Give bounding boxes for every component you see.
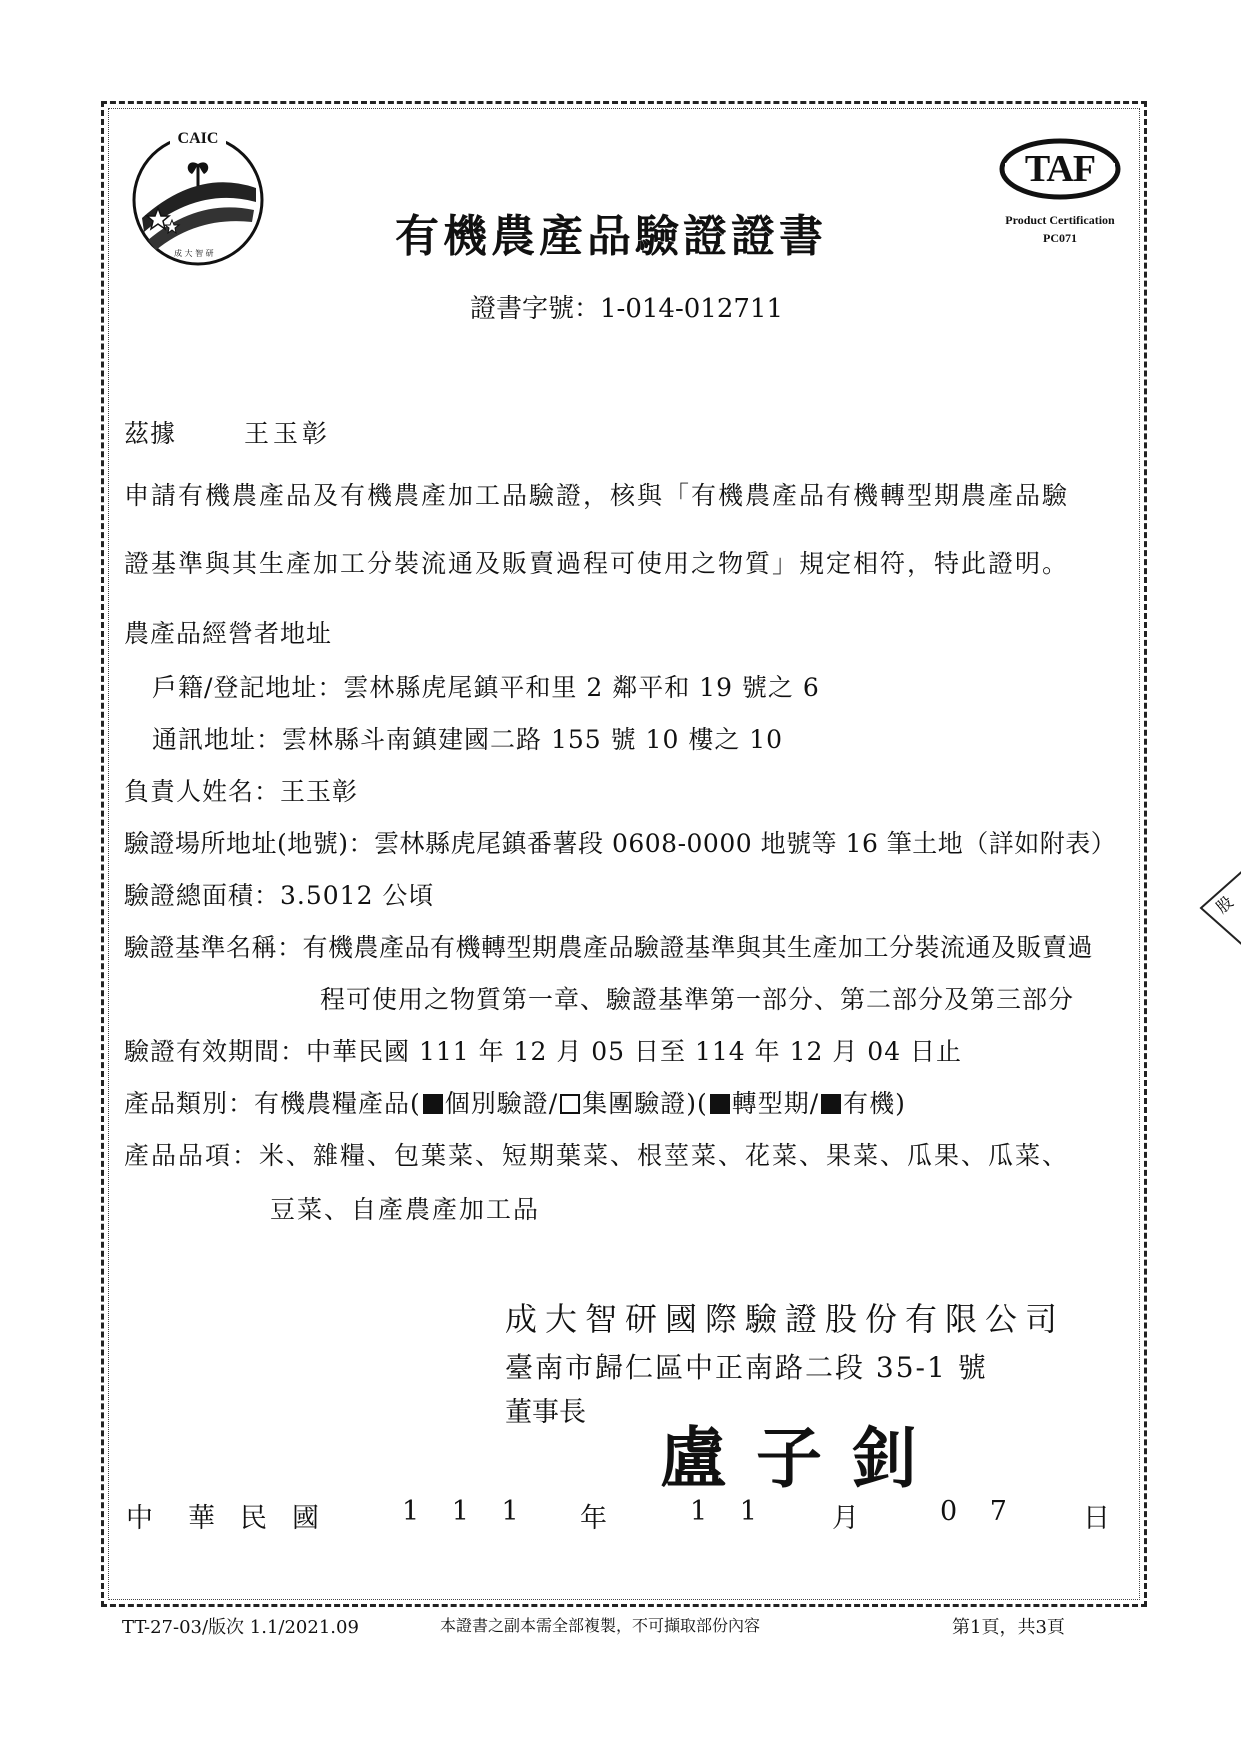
product-items-line-2: 豆菜、自產農產加工品	[270, 1195, 541, 1224]
certificate-number: 證書字號：1-014-012711	[470, 294, 783, 324]
copy-notice: 本證書之副本需全部複製，不可擷取部份內容	[440, 1616, 761, 1635]
standard-name-line-1: 驗證基準名稱：有機農產品有機轉型期農產品驗證基準與其生產加工分裝流通及販賣過	[124, 933, 1094, 962]
based-on-label: 茲據	[124, 419, 177, 448]
partial-stamp-icon	[1196, 868, 1241, 948]
issuer-role: 董事長	[505, 1397, 586, 1428]
page-title: 有機農產品驗證證書	[395, 211, 827, 262]
issuer-company: 成大智研國際驗證股份有限公司	[505, 1300, 1066, 1338]
checked-box-icon	[710, 1094, 730, 1114]
issuer-address: 臺南市歸仁區中正南路二段 35-1 號	[505, 1351, 988, 1384]
date-char-4: 國	[292, 1503, 319, 1534]
caic-seal-icon	[128, 128, 268, 268]
date-char-2: 華	[188, 1503, 215, 1534]
site-address: 驗證場所地址(地號)：雲林縣虎尾鎮番薯段 0608-0000 地號等 16 筆土地（詳如附表）	[124, 829, 1117, 858]
svg-text:股: 股	[1212, 892, 1237, 918]
category-individual: 個別驗證/	[444, 1089, 559, 1118]
applicant-name: 王玉彰	[244, 419, 332, 448]
checked-box-icon	[423, 1094, 443, 1114]
taf-product-certification: Product Certification	[1005, 213, 1115, 227]
household-address: 戶籍/登記地址：雲林縣虎尾鎮平和里 2 鄰平和 19 號之 6	[152, 673, 820, 702]
caic-seal-logo	[128, 128, 268, 268]
validity-period: 驗證有效期間：中華民國 111 年 12 月 05 日至 114 年 12 月 04 日止	[124, 1037, 963, 1066]
caic-logo-text: CAIC	[170, 130, 226, 148]
unchecked-box-icon	[560, 1094, 580, 1114]
product-items-line-1: 產品品項：米、雜糧、包葉菜、短期葉菜、根莖菜、花菜、果菜、瓜果、瓜菜、	[124, 1141, 1070, 1170]
responsible-person: 負責人姓名：王玉彰	[124, 777, 359, 806]
category-prefix: 產品類別：有機農糧產品(	[124, 1089, 421, 1118]
statement-line-2: 證基準與其生產加工分裝流通及販賣過程可使用之物質」規定相符，特此證明。	[124, 549, 1070, 578]
caic-logo-subtext: 成 大 智 研	[174, 249, 214, 258]
taf-logo	[985, 135, 1135, 255]
signature: 盧子釗	[660, 1419, 948, 1497]
date-year: 1 1 1	[402, 1496, 531, 1527]
date-day-unit: 日	[1083, 1503, 1110, 1534]
checked-box-icon	[821, 1094, 841, 1114]
statement-line-1: 申請有機農產品及有機農產加工品驗證，核與「有機農產品有機轉型期農產品驗	[124, 481, 1070, 510]
category-organic: 有機)	[843, 1089, 906, 1118]
form-number: TT-27-03/版次 1.1/2021.09	[122, 1617, 359, 1638]
date-month-unit: 月	[832, 1503, 859, 1534]
date-year-unit: 年	[580, 1503, 607, 1534]
operator-address-heading: 農產品經營者地址	[124, 619, 333, 648]
product-category	[124, 1084, 906, 1120]
date-month: 1 1	[690, 1496, 769, 1527]
date-char-3: 民	[240, 1503, 267, 1534]
total-area: 驗證總面積：3.5012 公頃	[124, 881, 435, 910]
standard-name-line-2: 程可使用之物質第一章、驗證基準第一部分、第二部分及第三部分	[320, 985, 1075, 1014]
category-group: 集團驗證)(	[582, 1089, 708, 1118]
taf-pc-number: PC071	[1043, 231, 1077, 245]
mailing-address: 通訊地址：雲林縣斗南鎮建國二路 155 號 10 樓之 10	[152, 725, 784, 754]
category-transition: 轉型期/	[731, 1089, 820, 1118]
date-day: 0 7	[940, 1496, 1019, 1527]
taf-logo-text: TAF	[1024, 148, 1096, 190]
date-char-1: 中	[126, 1503, 153, 1534]
page-number: 第1頁，共3頁	[952, 1617, 1065, 1638]
